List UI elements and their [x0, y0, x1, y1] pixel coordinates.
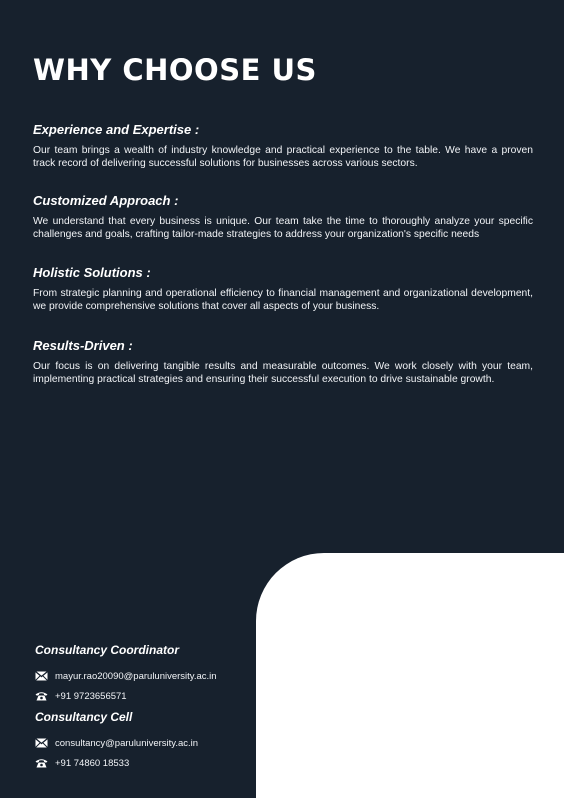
- section-experience: [33, 122, 533, 170]
- contact-email-row[interactable]: [35, 667, 255, 685]
- contact-email[interactable]: consultancy@paruluniversity.ac.in: [55, 737, 199, 749]
- section-holistic: [33, 265, 533, 313]
- decorative-white-panel: [256, 553, 564, 798]
- section-heading: Customized Approach :: [33, 193, 179, 208]
- section-body: From strategic planning and operational efficiency to financial management and organizational development, we provide comprehensive solutions that cover all aspects of your business.: [33, 288, 533, 312]
- page-title: WHY CHOOSE US: [33, 53, 317, 87]
- section-heading: Experience and Expertise :: [33, 122, 200, 137]
- contact-phone-row[interactable]: [35, 687, 255, 705]
- contact-phone[interactable]: +91 74860 18533: [55, 757, 130, 769]
- contact-cell: [35, 710, 255, 772]
- contact-email-row[interactable]: [35, 734, 255, 752]
- section-heading: Results-Driven :: [33, 338, 133, 353]
- telephone-icon: [35, 758, 48, 768]
- contact-phone[interactable]: +91 9723656571: [55, 690, 127, 702]
- contact-phone-row[interactable]: [35, 754, 255, 772]
- contact-heading: Consultancy Coordinator: [35, 643, 180, 657]
- section-body: Our focus is on delivering tangible results and measurable outcomes. We work closely with your team, implementing practical strategies and ensuring their successful execution to drive sustainable growth.: [33, 361, 533, 385]
- section-heading: Holistic Solutions :: [33, 265, 151, 280]
- section-body: Our team brings a wealth of industry knowledge and practical experience to the table. We have a proven track record of delivering successful solutions for businesses across various sectors.: [33, 145, 533, 169]
- section-body: We understand that every business is unique. Our team take the time to thoroughly analyze your specific challenges and goals, crafting tailor-made strategies to address your organization's specific needs: [33, 216, 533, 240]
- section-results: [33, 338, 533, 386]
- contact-email[interactable]: mayur.rao20090@paruluniversity.ac.in: [55, 670, 217, 682]
- telephone-icon: [35, 691, 48, 701]
- contact-heading: Consultancy Cell: [35, 710, 133, 724]
- envelope-icon: [35, 671, 48, 681]
- section-customized: [33, 193, 533, 241]
- envelope-icon: [35, 738, 48, 748]
- contact-coordinator: [35, 643, 255, 705]
